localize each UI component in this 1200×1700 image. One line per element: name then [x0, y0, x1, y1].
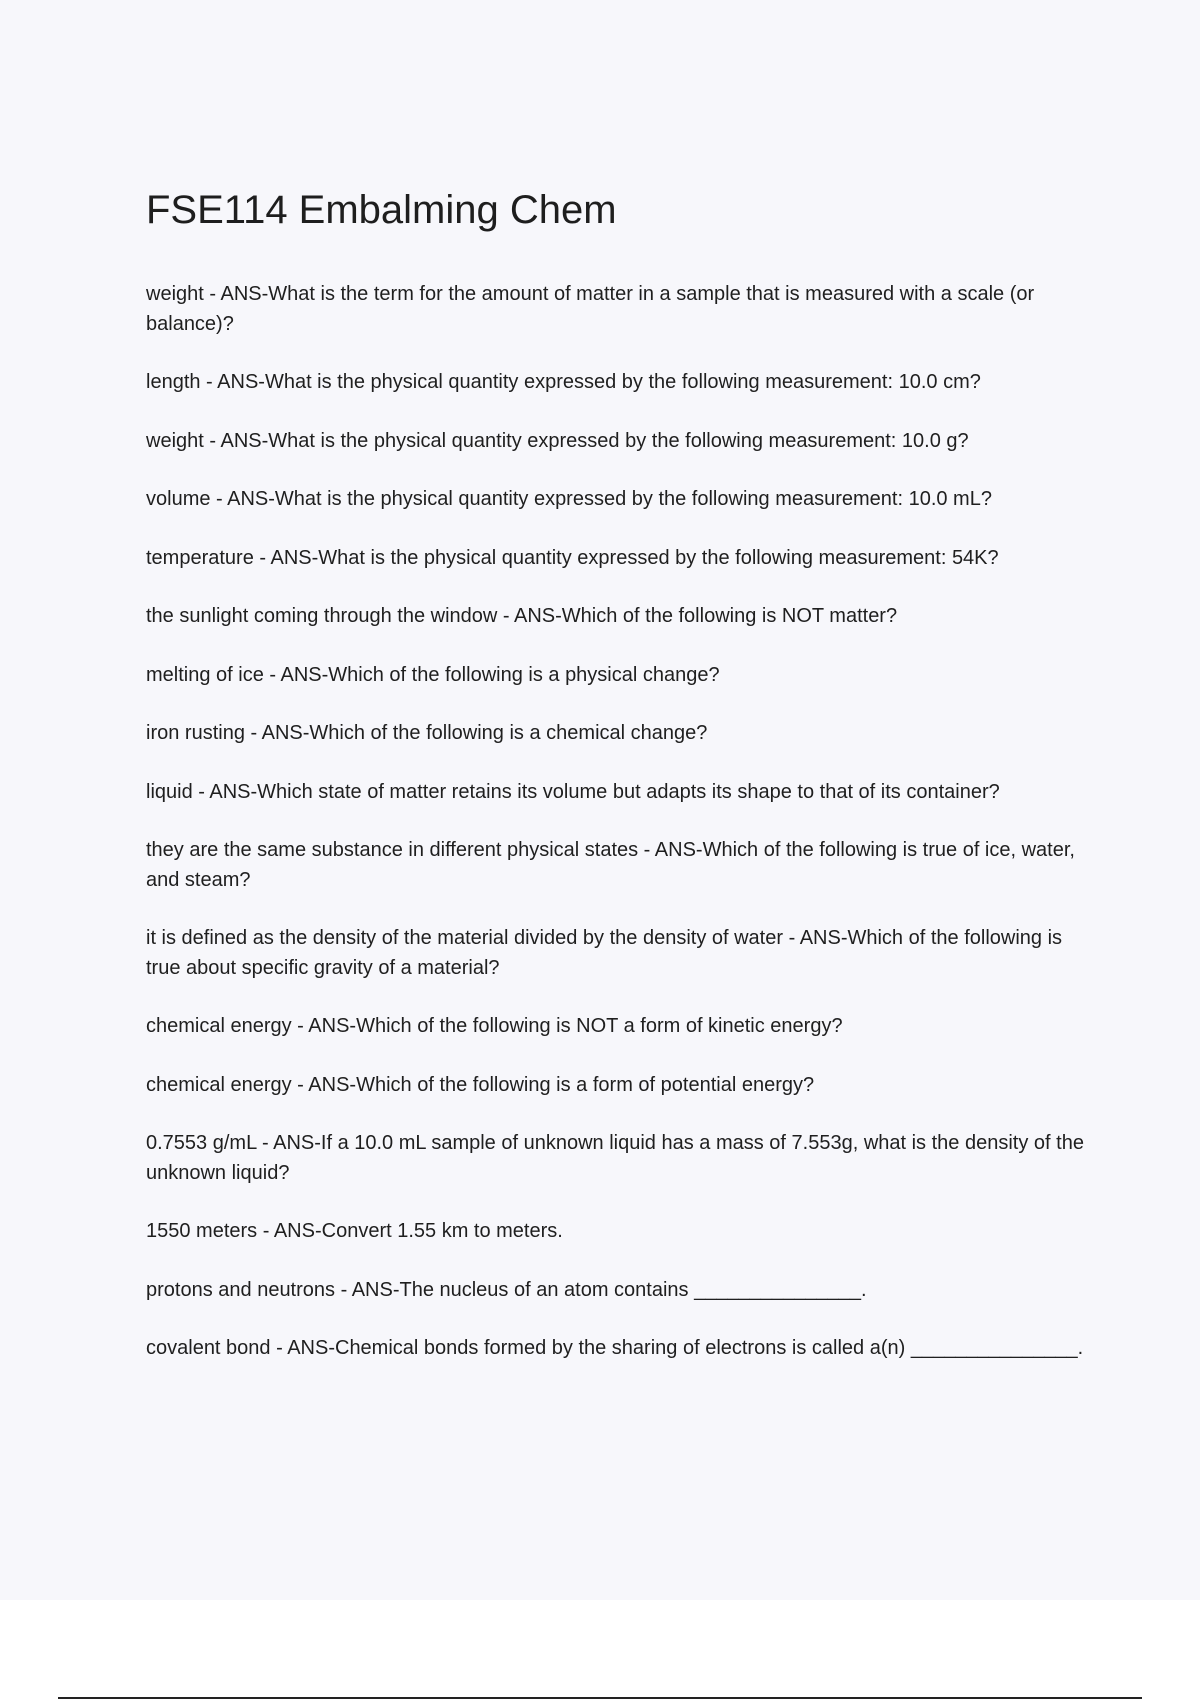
qa-item: volume - ANS-What is the physical quantity expressed by the following measurement: 10.0 mL?	[146, 488, 992, 510]
qa-item: weight - ANS-What is the physical quantity expressed by the following measurement: 10.0 g?	[146, 429, 969, 452]
qa-item: protons and neutrons - ANS-The nucleus of an atom contains _______________.	[146, 1278, 867, 1301]
qa-item: 1550 meters - ANS-Convert 1.55 km to meters.	[146, 1220, 563, 1242]
document-title: FSE114 Embalming Chem	[146, 188, 617, 232]
qa-item: iron rusting - ANS-Which of the following is a chemical change?	[146, 722, 708, 744]
qa-item: they are the same substance in different physical states - ANS-Which of the following is true of ice, water, and steam?	[146, 839, 1075, 891]
qa-item: liquid - ANS-Which state of matter retains its volume but adapts its shape to that of its container?	[146, 780, 1000, 803]
qa-item: temperature - ANS-What is the physical quantity expressed by the following measurement: 54K?	[146, 546, 999, 569]
qa-item: covalent bond - ANS-Chemical bonds formed by the sharing of electrons is called a(n) _______________.	[146, 1337, 1084, 1359]
qa-item: it is defined as the density of the material divided by the density of water - ANS-Which of the following is true about specific gravity of a material?	[146, 927, 1063, 979]
qa-item: melting of ice - ANS-Which of the following is a physical change?	[146, 663, 720, 686]
qa-list	[146, 280, 1096, 1364]
footer-rule	[58, 1697, 1142, 1699]
qa-item: 0.7553 g/mL - ANS-If a 10.0 mL sample of unknown liquid has a mass of 7.553g, what is the density of the unknown liquid?	[146, 1132, 1084, 1184]
qa-item: the sunlight coming through the window - ANS-Which of the following is NOT matter?	[146, 605, 898, 627]
qa-item: chemical energy - ANS-Which of the following is NOT a form of kinetic energy?	[146, 1015, 843, 1037]
qa-item: chemical energy - ANS-Which of the following is a form of potential energy?	[146, 1073, 815, 1096]
document-content	[146, 180, 1096, 1393]
qa-item: length - ANS-What is the physical quantity expressed by the following measurement: 10.0 cm?	[146, 371, 981, 393]
qa-item: weight - ANS-What is the term for the amount of matter in a sample that is measured with a scale (or balance)?	[146, 283, 1035, 335]
